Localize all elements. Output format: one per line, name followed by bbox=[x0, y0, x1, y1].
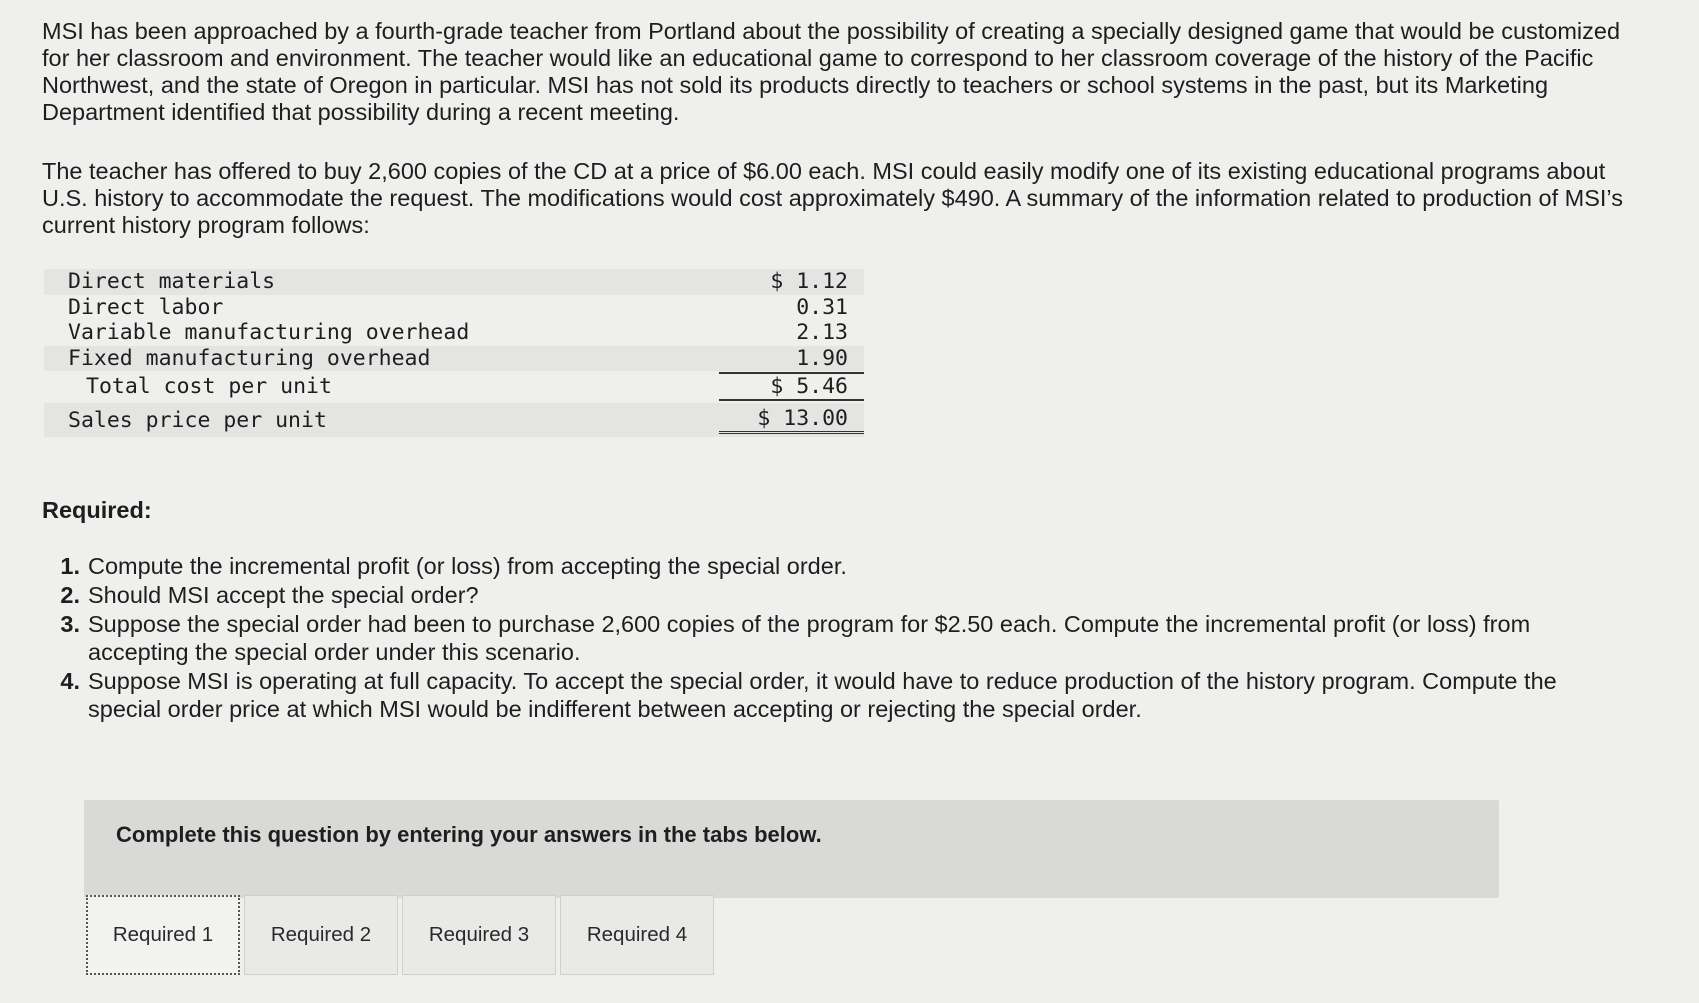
row-value: 1.90 bbox=[796, 345, 848, 371]
list-item bbox=[42, 552, 1659, 580]
item-text: Suppose the special order had been to purchase 2,600 copies of the program for $2.50 each. Compute the incremental profit (or loss) from accepting the special order under this scenario. bbox=[88, 611, 1531, 665]
row-label: Fixed manufacturing overhead bbox=[68, 345, 431, 371]
required-heading: Required: bbox=[42, 497, 152, 523]
item-text: Suppose MSI is operating at full capacity. To accept the special order, it would have to reduce production of the history program. Compute the special order price at which MSI would be indifferent between accepting or rejecting the special order. bbox=[88, 668, 1557, 722]
table-row bbox=[44, 269, 864, 295]
item-text: Compute the incremental profit (or loss) from accepting the special order. bbox=[88, 553, 847, 579]
row-label: Direct materials bbox=[68, 269, 276, 295]
list-item bbox=[42, 667, 1659, 723]
instruction-text: Complete this question by entering your answers in the tabs below. bbox=[116, 822, 822, 847]
item-number: 2. bbox=[60, 582, 80, 608]
tab-required-3[interactable]: Required 3 bbox=[402, 895, 556, 975]
tab-required-1[interactable]: Required 1 bbox=[86, 895, 240, 975]
item-number: 3. bbox=[60, 611, 80, 637]
tab-required-2[interactable]: Required 2 bbox=[244, 895, 398, 975]
table-row-sales-price bbox=[44, 403, 864, 437]
item-text: Should MSI accept the special order? bbox=[88, 582, 479, 608]
required-list bbox=[42, 552, 1659, 723]
table-row bbox=[44, 320, 864, 346]
intro-paragraph: MSI has been approached by a fourth-grade teacher from Portland about the possibility of creating a specially designed game that would be customized for her classroom and environment. The teacher would like an educational game to correspond to her classroom coverage of the history of the Pacific Northwest, and the state of Oregon in particular. MSI has not sold its products directly to teachers or school systems in the past, but its Marketing Department identified that possibility during a recent meeting. bbox=[42, 18, 1621, 125]
cost-summary-table bbox=[44, 269, 864, 437]
row-value: $ 1.12 bbox=[770, 269, 848, 295]
offer-paragraph: The teacher has offered to buy 2,600 copies of the CD at a price of $6.00 each. MSI could easily modify one of its existing educational programs about U.S. history to accommodate the request. The modifications would cost approximately $490. A summary of the information related to production of MSI’s current history program follows: bbox=[42, 158, 1623, 238]
table-row-total bbox=[44, 371, 864, 401]
row-label: Direct labor bbox=[68, 294, 224, 320]
table-row bbox=[44, 346, 864, 372]
answer-tabs bbox=[86, 895, 714, 975]
row-value: 0.31 bbox=[796, 294, 848, 320]
list-item bbox=[42, 581, 1659, 609]
row-label: Total cost per unit bbox=[86, 373, 332, 399]
row-value: 2.13 bbox=[796, 320, 848, 346]
instruction-banner bbox=[84, 800, 1499, 898]
row-label: Sales price per unit bbox=[68, 407, 327, 433]
row-value: $ 5.46 bbox=[719, 372, 864, 401]
item-number: 4. bbox=[60, 668, 80, 694]
list-item bbox=[42, 610, 1659, 666]
table-row bbox=[44, 295, 864, 321]
row-label: Variable manufacturing overhead bbox=[68, 320, 470, 346]
tab-required-4[interactable]: Required 4 bbox=[560, 895, 714, 975]
item-number: 1. bbox=[60, 553, 80, 579]
row-value: $ 13.00 bbox=[719, 406, 864, 434]
